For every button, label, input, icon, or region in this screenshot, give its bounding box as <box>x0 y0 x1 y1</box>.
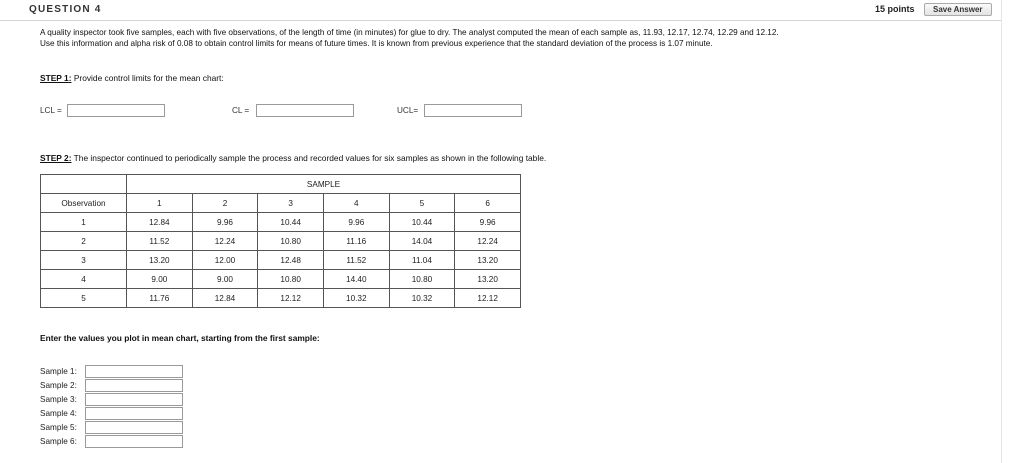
table-corner-cell <box>41 175 127 194</box>
table-cell: 9.00 <box>192 270 258 289</box>
table-cell: 14.04 <box>389 232 455 251</box>
table-cell: 11.76 <box>127 289 193 308</box>
table-cell: 11.52 <box>127 232 193 251</box>
table-cell: 10.32 <box>323 289 389 308</box>
right-margin <box>1001 0 1024 463</box>
ucl-input[interactable] <box>424 104 522 117</box>
sample-1-input[interactable] <box>85 365 183 378</box>
table-cell: 11.52 <box>323 251 389 270</box>
table-cell: 11.04 <box>389 251 455 270</box>
step2-text: The inspector continued to periodically sample the process and recorded values for six samples as shown in the following table. <box>71 153 547 163</box>
step2-heading <box>40 153 546 163</box>
table-cell: 9.96 <box>192 213 258 232</box>
table-cell: 12.84 <box>192 289 258 308</box>
sample-6-label: Sample 6: <box>40 437 77 446</box>
table-cell: 12.24 <box>192 232 258 251</box>
save-answer-button[interactable]: Save Answer <box>924 3 992 16</box>
table-cell: 12.12 <box>258 289 324 308</box>
question-header <box>0 0 1024 21</box>
cl-input[interactable] <box>256 104 354 117</box>
step1-title: STEP 1: <box>40 73 72 83</box>
table-cell: 10.44 <box>389 213 455 232</box>
question-text: A quality inspector took five samples, each with five observations, of the length of time (in minutes) for glue to dry. The analyst computed the mean of each sample as, 11.93, 12.17, 12.74, 12.29 and 12.12. Use this information and alpha risk of 0.08 to obtain control limits for means of future times. It is known from previous experience that the standard deviation of the process is 1.07 minute. <box>40 28 779 48</box>
table-cell: 10.80 <box>389 270 455 289</box>
sample-header: 3 <box>258 194 324 213</box>
sample-header: 5 <box>389 194 455 213</box>
sample-5-label: Sample 5: <box>40 423 77 432</box>
observation-number: 1 <box>41 213 127 232</box>
sample-2-input[interactable] <box>85 379 183 392</box>
cl-label: CL = <box>232 106 250 115</box>
table-group-header-row <box>41 175 521 194</box>
table-cell: 10.80 <box>258 232 324 251</box>
lcl-label: LCL = <box>40 106 62 115</box>
table-cell: 13.20 <box>455 270 521 289</box>
table-cell: 10.80 <box>258 270 324 289</box>
table-row <box>41 251 521 270</box>
observation-header: Observation <box>41 194 127 213</box>
sample-data-table <box>40 174 521 308</box>
table-row <box>41 289 521 308</box>
sample-header: 2 <box>192 194 258 213</box>
sample-header: 6 <box>455 194 521 213</box>
table-cell: 14.40 <box>323 270 389 289</box>
sample-4-label: Sample 4: <box>40 409 77 418</box>
table-header-row <box>41 194 521 213</box>
table-row <box>41 213 521 232</box>
sample-6-input[interactable] <box>85 435 183 448</box>
sample-1-label: Sample 1: <box>40 367 77 376</box>
sample-header: 1 <box>127 194 193 213</box>
sample-2-label: Sample 2: <box>40 381 77 390</box>
lcl-input[interactable] <box>67 104 165 117</box>
table-cell: 12.12 <box>455 289 521 308</box>
sample-group-header: SAMPLE <box>127 175 521 194</box>
observation-number: 3 <box>41 251 127 270</box>
table-cell: 10.32 <box>389 289 455 308</box>
table-cell: 9.96 <box>323 213 389 232</box>
table-cell: 12.24 <box>455 232 521 251</box>
table-cell: 12.84 <box>127 213 193 232</box>
points-label: 15 points <box>875 4 915 14</box>
step1-heading <box>40 73 224 83</box>
ucl-label: UCL= <box>397 106 419 115</box>
table-cell: 12.48 <box>258 251 324 270</box>
plot-values-prompt: Enter the values you plot in mean chart, starting from the first sample: <box>40 333 320 343</box>
table-cell: 13.20 <box>455 251 521 270</box>
observation-number: 5 <box>41 289 127 308</box>
table-cell: 9.00 <box>127 270 193 289</box>
observation-number: 2 <box>41 232 127 251</box>
sample-4-input[interactable] <box>85 407 183 420</box>
step2-title: STEP 2: <box>40 153 72 163</box>
table-cell: 13.20 <box>127 251 193 270</box>
sample-5-input[interactable] <box>85 421 183 434</box>
table-cell: 10.44 <box>258 213 324 232</box>
table-row <box>41 270 521 289</box>
sample-3-label: Sample 3: <box>40 395 77 404</box>
step1-text: Provide control limits for the mean chart: <box>71 73 224 83</box>
observation-number: 4 <box>41 270 127 289</box>
question-title: QUESTION 4 <box>29 4 102 15</box>
sample-3-input[interactable] <box>85 393 183 406</box>
table-row <box>41 232 521 251</box>
table-cell: 9.96 <box>455 213 521 232</box>
sample-header: 4 <box>323 194 389 213</box>
table-cell: 12.00 <box>192 251 258 270</box>
table-cell: 11.16 <box>323 232 389 251</box>
